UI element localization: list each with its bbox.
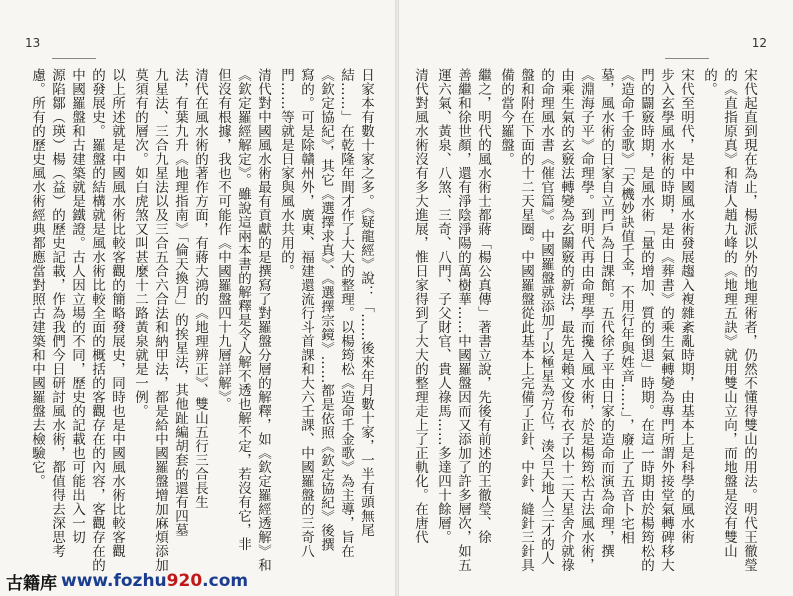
text-column: 的發展史。羅盤的結構就是風水術比較全面的概括的客觀存在的內容，客觀存在的	[89, 68, 105, 572]
text-column: 宋代起直到現在為止，楊派以外的地理術者，仍然不懂得雙山的用法。明代王徹瑩	[741, 68, 757, 572]
text-column: 備的當今羅盤。	[498, 68, 514, 166]
text-columns	[412, 68, 757, 572]
header-rule	[665, 58, 709, 59]
text-column: 慮。所有的歷史風水術經典都應當對照古建築和中國羅盤去檢驗它。	[29, 68, 45, 488]
text-column: 門……等就是日家與風水共用的。	[278, 68, 294, 278]
text-column: 《造命千金歌》「天機妙訣值千金，不用行年與姓音……」，廢止了五音卜宅相	[618, 68, 634, 545]
text-column: 法，有葉九升《地理指南》「倫天換月」的挨星法，其他趾編胡套的還有四墓	[172, 68, 188, 538]
text-column: 清代在風水術的著作方面，有蔣大鴻的《地理辨正》、雙山五行三合長生	[192, 68, 208, 510]
text-column: 結……」在乾隆年間才作了大大的整理。以楊筠松《造命千金歌》為主導，旨在	[338, 68, 354, 558]
text-column: 宋代至明代，是中國風水術發展趨入複雜紊亂時期，由基本上是科學的風水術	[678, 68, 694, 544]
watermark-url-main: www.fozhu	[61, 571, 167, 591]
text-columns	[29, 68, 374, 572]
text-column: 善繼和徐世顏，還有淨陰淨陽的萬樹華……中國羅盤因而又添加了許多層次，如五	[455, 68, 471, 572]
page-number: 12	[751, 36, 767, 50]
page-number: 13	[25, 36, 41, 50]
watermark-url-tail: .com	[202, 571, 249, 591]
text-column: 清代對中國風水術最有貢獻的是撰寫了對羅盤分層的解釋，如《欽定羅經透解》和	[255, 68, 271, 572]
text-column: 的《直指原真》和清人趙九峰的《地理五訣》就用雙山立向，而地盤是沒有雙山	[721, 68, 737, 558]
text-column: 步入玄學風水術的時期，是由《葬書》的乘生氣轉變為專門所謂外接堂氣轉碑移大	[658, 68, 674, 572]
watermark-url	[61, 571, 248, 591]
text-column: 《欽定協紀》，其它《選擇求真》、《選擇宗鏡》……都是依照《欽定協紀》後撰	[318, 68, 334, 552]
text-column: 中國羅盤和古建築就是鐵證。古人因立場的不同，歷史的記載也可能出入一切	[69, 68, 85, 544]
text-column: 《淵海子平》命理學。到明代再由命理學而攙入風水術，於是楊筠松古法風水術，	[578, 68, 594, 572]
text-column: 寫的。可是除贛州外，廣東、福建還流行斗首課和大六壬課、中國羅盤的三奇八	[298, 68, 314, 558]
text-column: 《欽定羅經解定》。雖說這兩本書的解釋是令人解不透也解不定，若沒有它，非	[235, 68, 251, 552]
text-column: 門的闢竅時期，是風水術「量的增加、質的倒退」時期。在這一時期由於楊筠松的	[638, 68, 654, 572]
text-column: 的命理風水書《催官篇》。中國羅盤就添加了以極星為方位，湊合天地人三才的人	[538, 68, 554, 566]
text-column: 清代對風水術沒有多大進展，惟日家得到了大大的整理走上了正軌化。在唐代	[412, 68, 428, 544]
text-column: 由乘生氣的玄竅法轉變為玄關竅的新法，最先是賴文俊布衣子以十二天星舍介就祿	[558, 68, 574, 572]
text-column: 以上所述就是中國風水術比較客觀的簡略發展史，同時也是中國風水術比較客觀	[109, 68, 125, 558]
text-column: 運六氣、黃泉、八煞、三奇、八門、子父財官、貴人祿馬……多達四十餘層。	[435, 68, 451, 544]
watermark-url-number: 920	[166, 571, 203, 591]
text-column: 源陷鄒（瑛）楊（益）的歷史記載，作為我們今日研討風水術，都值得去深思考	[49, 68, 65, 558]
site-watermark	[6, 570, 248, 592]
text-column: 莫須有的層次。如白虎煞又叫甚麼十二路黃泉就是一例。	[132, 68, 148, 418]
text-column: 九星法、三合九星法以及三合五合六合法和納甲法，都是給中國羅盤增加麻煩添加	[152, 68, 168, 572]
text-column: 盤和附在下面的十二天星圈。中國羅盤從此基本上完備了正針、中針、縫針三針具	[518, 68, 534, 572]
right-page	[397, 0, 793, 596]
text-column: 日家本有數十家之多。《疑龍經》說：「……後來年月數十家，一半有頭無尾	[358, 68, 374, 538]
text-column: 墓，風水術的日家自立門戶為日課館。五代徐子平由日家的造命而演為命理，撰	[598, 68, 614, 558]
header-rule	[52, 58, 96, 59]
watermark-chinese-name: 古籍库	[6, 573, 57, 594]
text-column: 繼之，明代的風水術士都蔣「楊公真傳」著書立說，先後有前述的王徹瑩、徐	[475, 68, 491, 544]
text-column: 但沒有根據，我也不可能作《中國羅盤四十九層詳解》。	[215, 68, 231, 412]
text-column: 的。	[701, 68, 717, 96]
